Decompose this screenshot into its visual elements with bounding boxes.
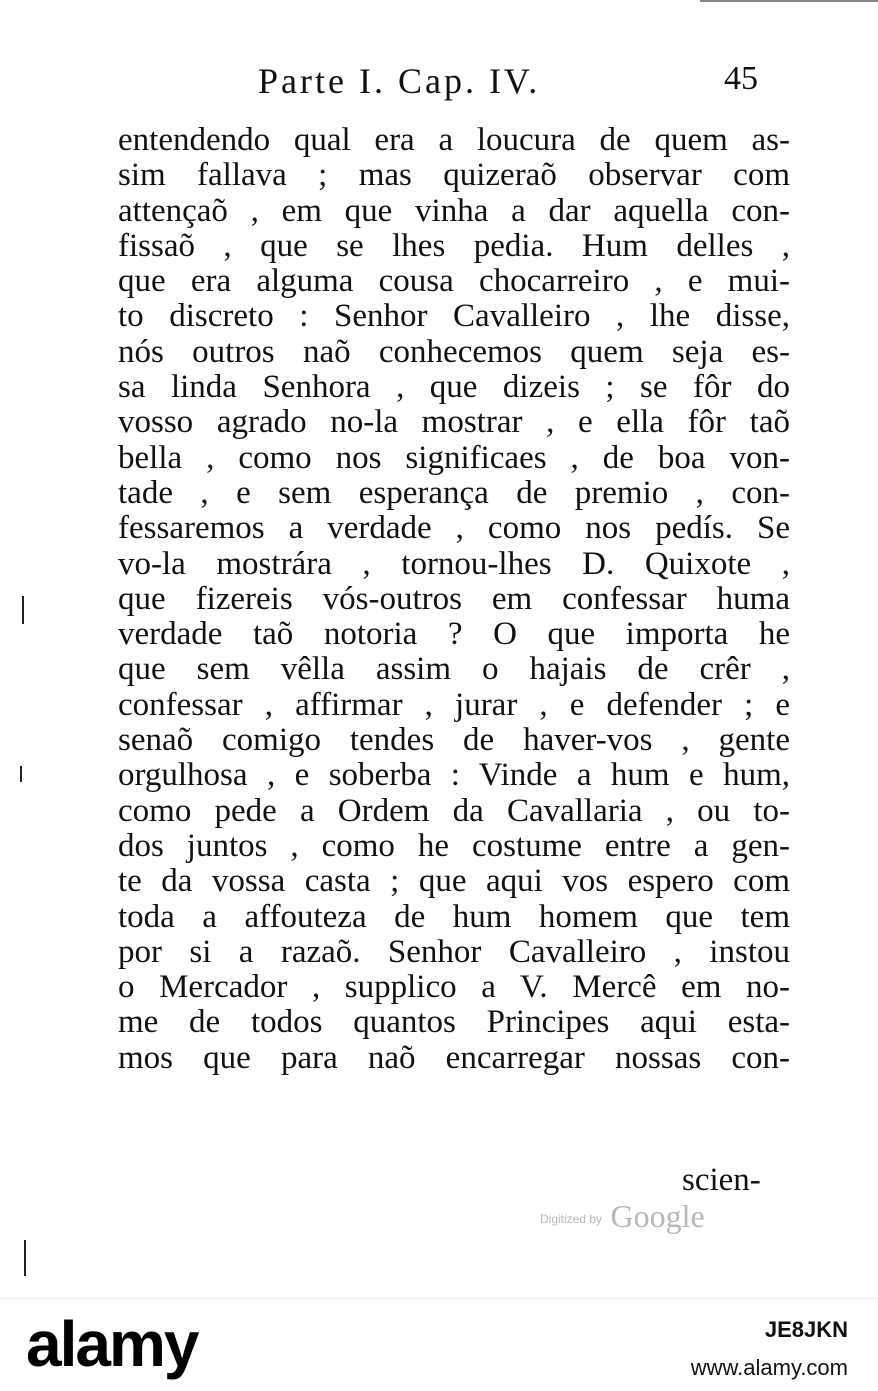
scan-mark [24,1240,26,1276]
page-number: 45 [724,60,758,97]
text-line: nós outros naõ conhecemos quem seja es- [118,334,790,370]
text-line: to discreto : Senhor Cavalleiro , lhe disse, [118,299,790,335]
text-line: que fizereis vós-outros em confessar huma [118,581,790,617]
text-line: te da vossa casta ; que aqui vos espero com [118,864,790,900]
text-line: sim fallava ; mas quizeraõ observar com [118,158,790,194]
text-line: verdade taõ notoria ? O que importa he [118,617,790,653]
stock-footer [0,1298,878,1391]
scan-mark [22,596,24,624]
text-line: que sem vêlla assim o hajais de crêr , [118,652,790,688]
digitized-watermark [540,1198,705,1235]
running-title: Parte I. Cap. IV. [258,61,541,101]
footer-url: www.alamy.com [690,1355,848,1380]
text-line: como pede a Ordem da Cavallaria , ou to- [118,793,790,829]
text-line: fessaremos a verdade , como nos pedís. Se [118,511,790,547]
text-line: dos juntos , como he costume entre a gen- [118,828,790,864]
image-code: JE8JKN [764,1317,848,1342]
text-line: confessar , affirmar , jurar , e defender ; e [118,687,790,723]
text-line: orgulhosa , e soberba : Vinde a hum e hum, [118,758,790,794]
text-line: vo-la mostrára , tornou-lhes D. Quixote , [118,546,790,582]
text-line: tade , e sem esperança de premio , con- [118,475,790,511]
alamy-logo: alamy [26,1308,198,1380]
text-line: entendendo qual era a loucura de quem as- [118,123,790,158]
page-header [258,60,778,100]
body-text [118,123,790,1076]
text-line: bella , como nos significaes , de boa von- [118,440,790,476]
catchword: scien- [682,1162,761,1198]
text-line: vosso agrado no-la mostrar , e ella fôr taõ [118,405,790,441]
text-line: por si a razaõ. Senhor Cavalleiro , instou [118,934,790,970]
text-line: que era alguma cousa chocarreiro , e mui- [118,264,790,300]
scan-mark [20,766,22,782]
text-line: mos que para naõ encarregar nossas con- [118,1040,790,1076]
google-logo: Google [610,1198,705,1234]
text-line: o Mercador , supplico a V. Mercê em no- [118,970,790,1006]
text-line: fissaõ , que se lhes pedia. Hum delles , [118,228,790,264]
text-line: sa linda Senhora , que dizeis ; se fôr do [118,370,790,406]
text-line: attençaõ , em que vinha a dar aquella con- [118,193,790,229]
text-line: toda a affouteza de hum homem que tem [118,899,790,935]
text-line: me de todos quantos Principes aqui esta- [118,1005,790,1041]
digitized-prefix: Digitized by [540,1212,603,1226]
scan-mark [700,0,878,2]
text-line: senaõ comigo tendes de haver-vos , gente [118,723,790,759]
